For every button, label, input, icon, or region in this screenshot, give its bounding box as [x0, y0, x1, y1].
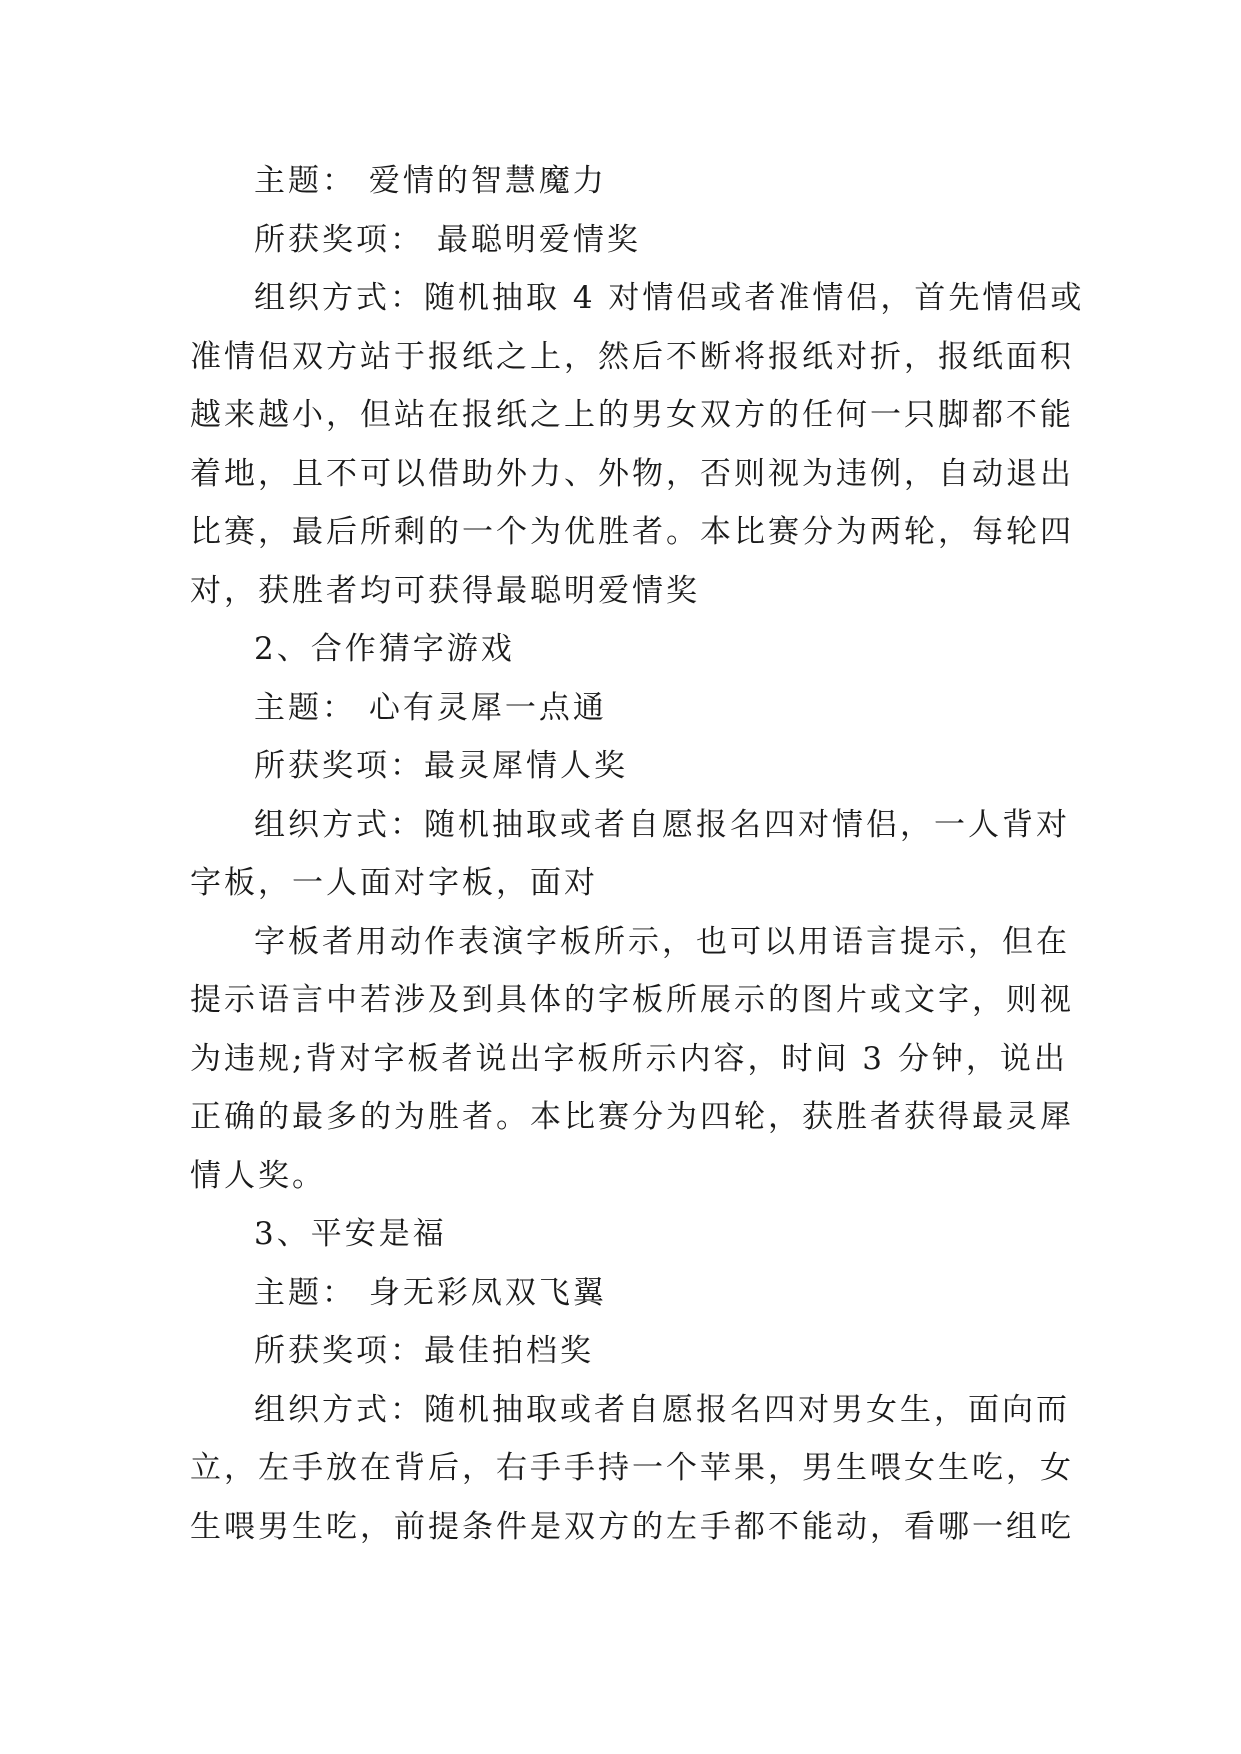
document-body	[190, 152, 1085, 1556]
paragraph-line: 字板，一人面对字板，面对	[190, 865, 598, 901]
paragraph-line: 提示语言中若涉及到具体的字板所展示的图片或文字，则视	[190, 982, 1074, 1018]
theme-line-2: 主题： 心有灵犀一点通	[254, 689, 607, 726]
paragraph-line: 越来越小，但站在报纸之上的男女双方的任何一只脚都不能	[190, 397, 1074, 433]
paragraph-line: 情人奖。	[190, 1157, 326, 1194]
paragraph-line: 为违规;背对字板者说出字板所示内容，时间 3 分钟，说出	[190, 1040, 1068, 1077]
method-line-1: 组织方式：随机抽取 4 对情侣或者准情侣，首先情侣或	[254, 280, 1085, 316]
paragraph-line: 立，左手放在背后，右手手持一个苹果，男生喂女生吃，女	[190, 1450, 1074, 1486]
paragraph-line: 字板者用动作表演字板所示，也可以用语言提示，但在	[254, 923, 1070, 960]
award-line-3: 所获奖项：最佳拍档奖	[254, 1333, 594, 1369]
award-line-1: 所获奖项： 最聪明爱情奖	[254, 221, 641, 258]
award-line-2: 所获奖项：最灵犀情人奖	[254, 748, 628, 784]
paragraph-line: 着地，且不可以借助外力、外物，否则视为违例，自动退出	[190, 455, 1074, 492]
method-line-2: 组织方式：随机抽取或者自愿报名四对情侣，一人背对	[254, 806, 1070, 843]
paragraph-line: 正确的最多的为胜者。本比赛分为四轮，获胜者获得最灵犀	[190, 1099, 1074, 1135]
paragraph-line: 生喂男生吃，前提条件是双方的左手都不能动，看哪一组吃	[190, 1508, 1074, 1545]
theme-line-1: 主题： 爱情的智慧魔力	[254, 163, 607, 199]
theme-line-3: 主题： 身无彩凤双飞翼	[254, 1274, 607, 1311]
paragraph-line: 比赛，最后所剩的一个为优胜者。本比赛分为两轮，每轮四	[190, 514, 1074, 550]
paragraph-line: 对，获胜者均可获得最聪明爱情奖	[190, 572, 700, 609]
method-line-3: 组织方式：随机抽取或者自愿报名四对男女生，面向而	[254, 1391, 1070, 1428]
section-heading-3: 3、平安是福	[254, 1216, 447, 1252]
paragraph-line: 准情侣双方站于报纸之上，然后不断将报纸对折，报纸面积	[190, 338, 1074, 375]
section-heading-2: 2、合作猜字游戏	[254, 631, 515, 667]
